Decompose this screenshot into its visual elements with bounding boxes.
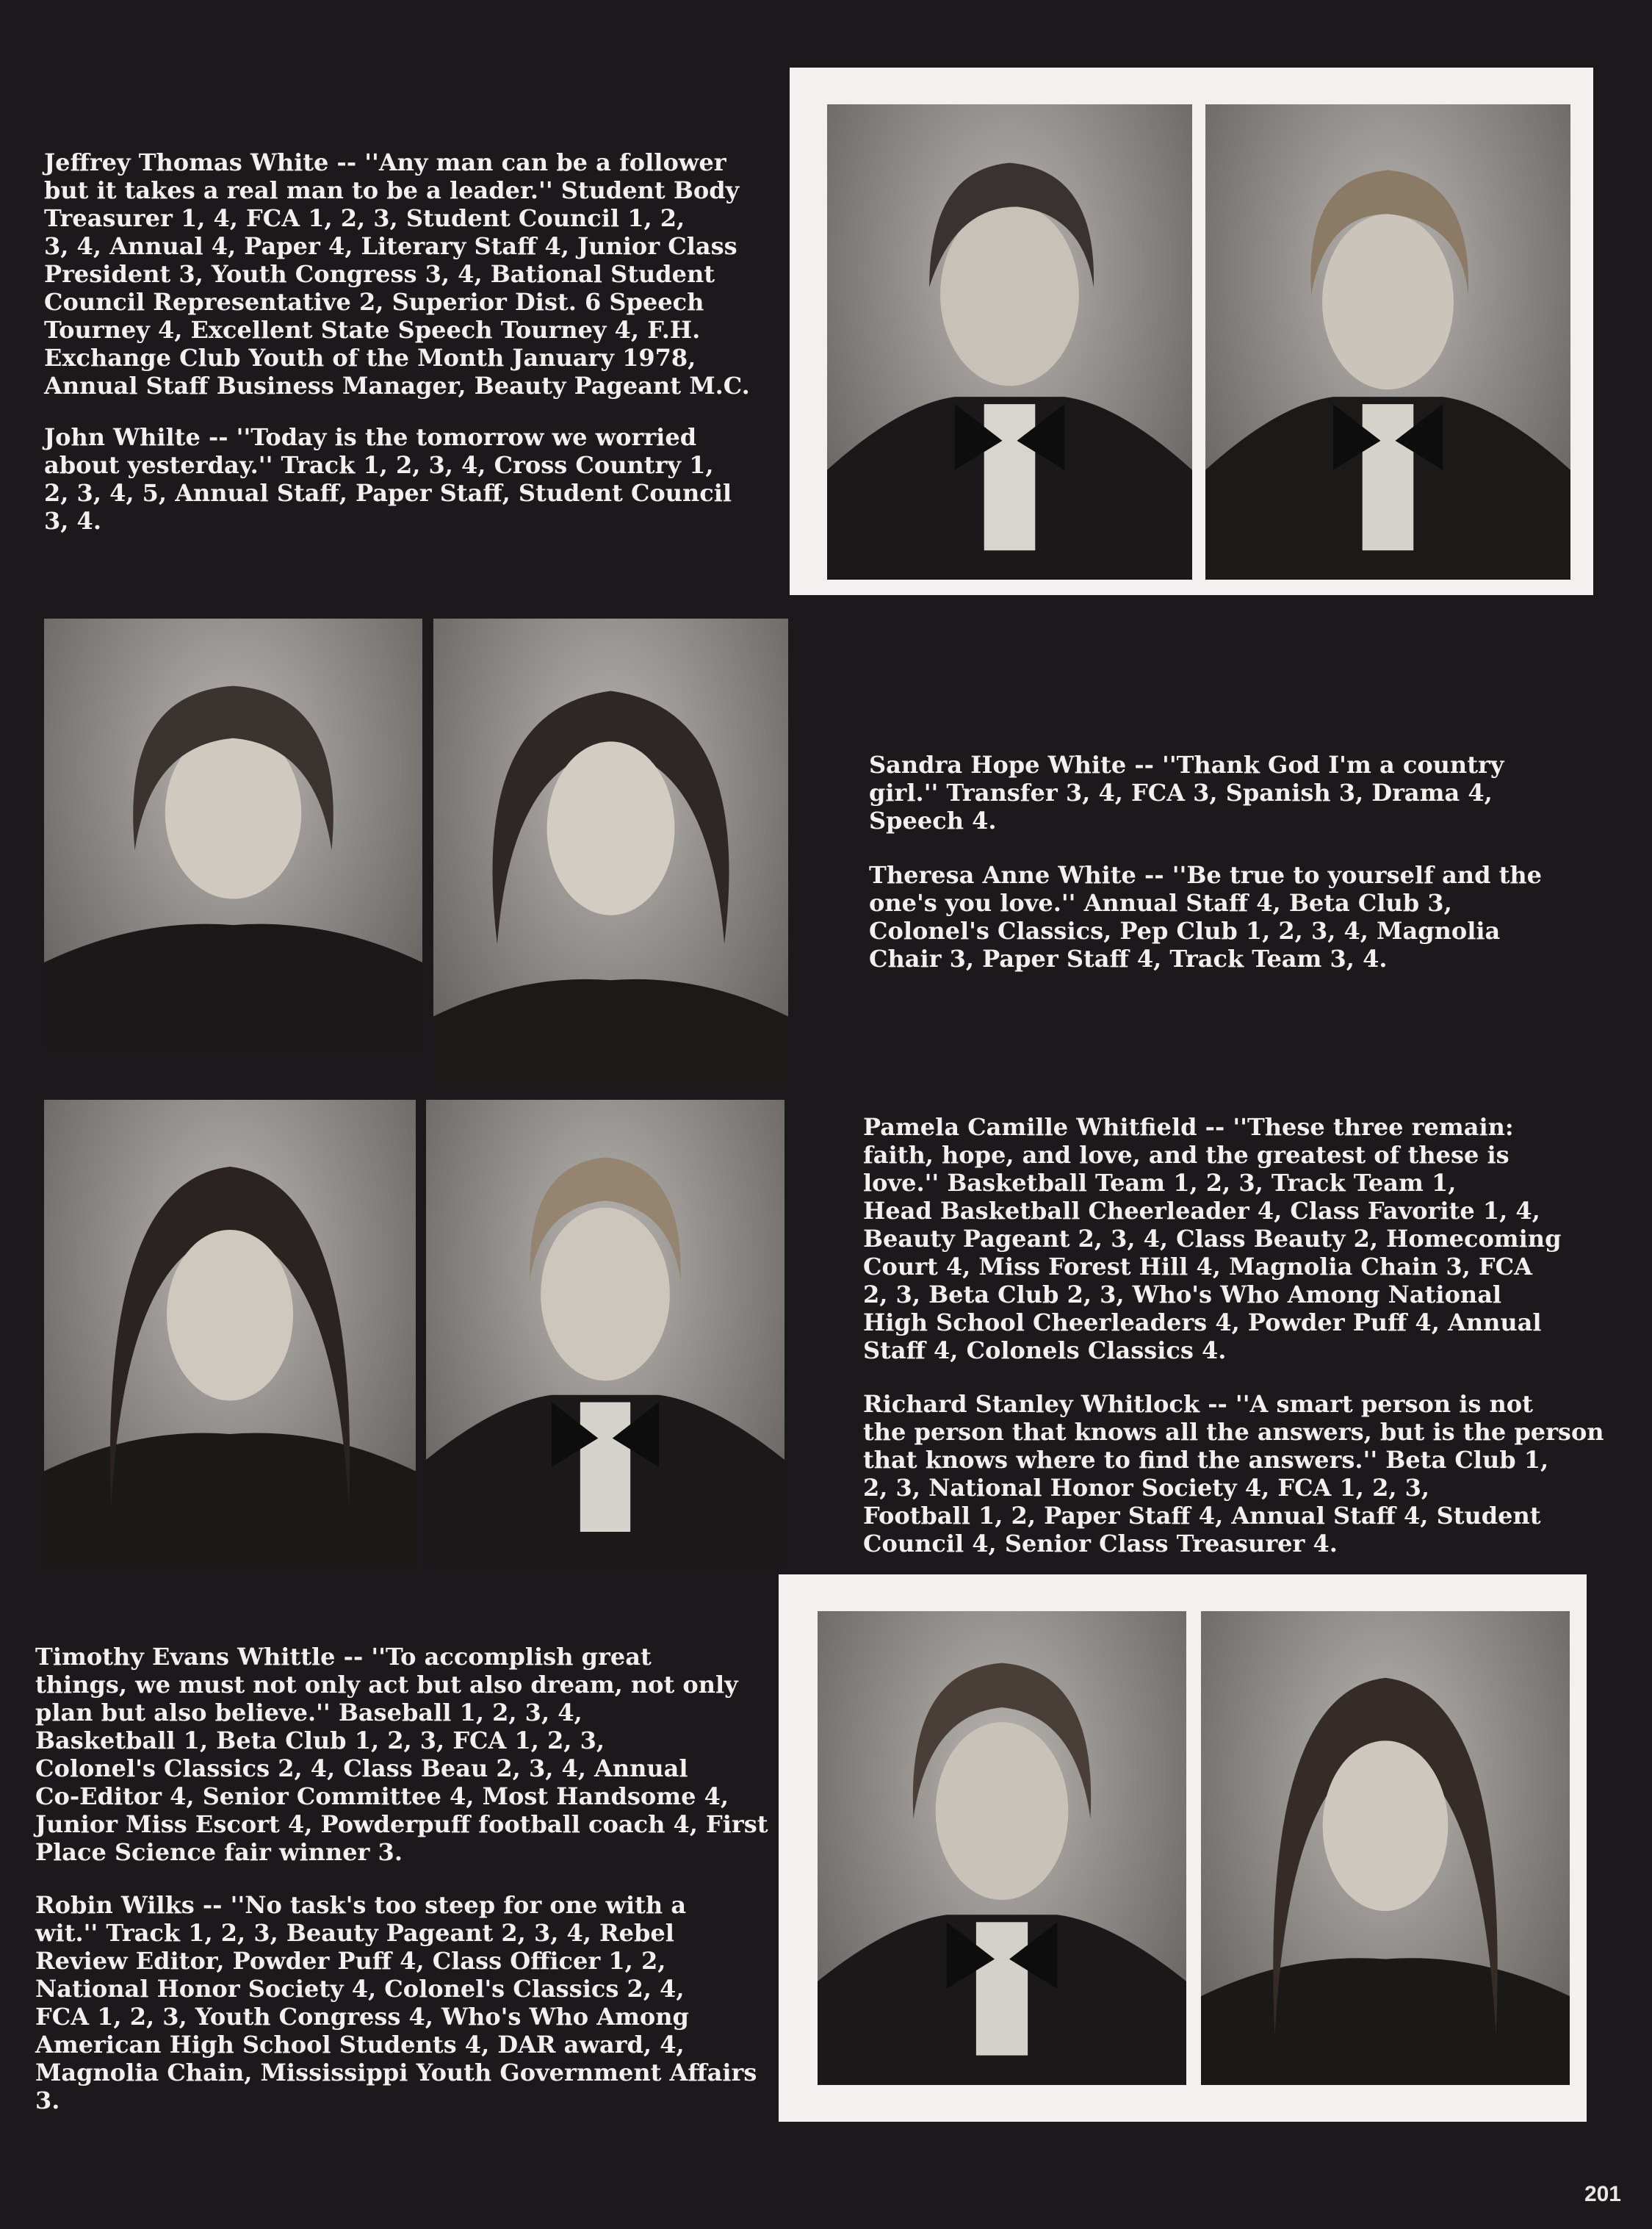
bio-robin-wilks: Robin Wilks -- ''No task's too steep for one with a wit.'' Track 1, 2, 3, Beauty Pageant 2, 3, 4, Rebel Review Editor, Powder Puff 4, Class Officer 1, 2, National Honor Society 4, Colonel's Classics 2, 4, FCA 1, 2, 3, Youth Congress 4, Who's Who Among American High School Students 4, DAR award, 4, Magnolia Chain, Mississippi Youth Government Affairs 3. [35, 1891, 757, 2114]
portrait-photo-robin-wilks [1201, 1611, 1570, 2085]
bio-timothy-whittle: Timothy Evans Whittle -- ''To accomplish great things, we must not only act but also dream, not only plan but also believe.'' Baseball 1, 2, 3, 4, Basketball 1, Beta Club 1, 2, 3, FCA 1, 2, 3, Colonel's Classics 2, 4, Class Beau 2, 3, 4, Annual Co-Editor 4, Senior Committee 4, Most Handsome 4, Junior Miss Escort 4, Powderpuff football coach 4, First Place Science fair winner 3. [35, 1643, 768, 1866]
bio-sandra-white: Sandra Hope White -- ''Thank God I'm a country girl.'' Transfer 3, 4, FCA 3, Spanish 3, Drama 4, Speech 4. [869, 751, 1504, 835]
portrait-photo-john-whilte [1205, 104, 1570, 580]
portrait-photo-sandra-white [44, 619, 422, 1048]
portrait-photo-richard-whitlock [426, 1100, 784, 1568]
portrait-photo-jeffrey-white [827, 104, 1192, 580]
bio-pamela-whitfield: Pamela Camille Whitfield -- ''These three remain: faith, hope, and love, and the greatest of these is love.'' Basketball Team 1, 2, 3, Track Team 1, Head Basketball Cheerleader 4, Class Favorite 1, 4, Beauty Pageant 2, 3, 4, Class Beauty 2, Homecoming Court 4, Miss Forest Hill 4, Magnolia Chain 3, FCA 2, 3, Beta Club 2, 3, Who's Who Among National High School Cheerleaders 4, Powder Puff 4, Annual Staff 4, Colonels Classics 4. [863, 1113, 1562, 1364]
bio-theresa-white: Theresa Anne White -- ''Be true to yourself and the one's you love.'' Annual Staff 4, Beta Club 3, Colonel's Classics, Pep Club 1, 2, 3, 4, Magnolia Chair 3, Paper Staff 4, Track Team 3, 4. [869, 861, 1542, 973]
page-number: 201 [1584, 2182, 1621, 2206]
bio-john-whilte: John Whilte -- ''Today is the tomorrow we worried about yesterday.'' Track 1, 2, 3, 4, Cross Country 1, 2, 3, 4, 5, Annual Staff, Paper Staff, Student Council 3, 4. [44, 423, 732, 535]
portrait-photo-pamela-whitfield [44, 1100, 416, 1568]
bio-jeffrey-white: Jeffrey Thomas White -- ''Any man can be a follower but it takes a real man to be a leader.'' Student Body Treasurer 1, 4, FCA 1, 2, 3, Student Council 1, 2, 3, 4, Annual 4, Paper 4, Literary Staff 4, Junior Class President 3, Youth Congress 3, 4, Bational Student Council Representative 2, Superior Dist. 6 Speech Tourney 4, Excellent State Speech Tourney 4, F.H. Exchange Club Youth of the Month January 1978, Annual Staff Business Manager, Beauty Pageant M.C. [44, 148, 750, 400]
bio-richard-whitlock: Richard Stanley Whitlock -- ''A smart person is not the person that knows all the answers, but is the person that knows where to find the answers.'' Beta Club 1, 2, 3, National Honor Society 4, FCA 1, 2, 3, Football 1, 2, Paper Staff 4, Annual Staff 4, Student Council 4, Senior Class Treasurer 4. [863, 1390, 1604, 1558]
portrait-photo-timothy-whittle [818, 1611, 1186, 2085]
portrait-photo-theresa-white [433, 619, 788, 1089]
